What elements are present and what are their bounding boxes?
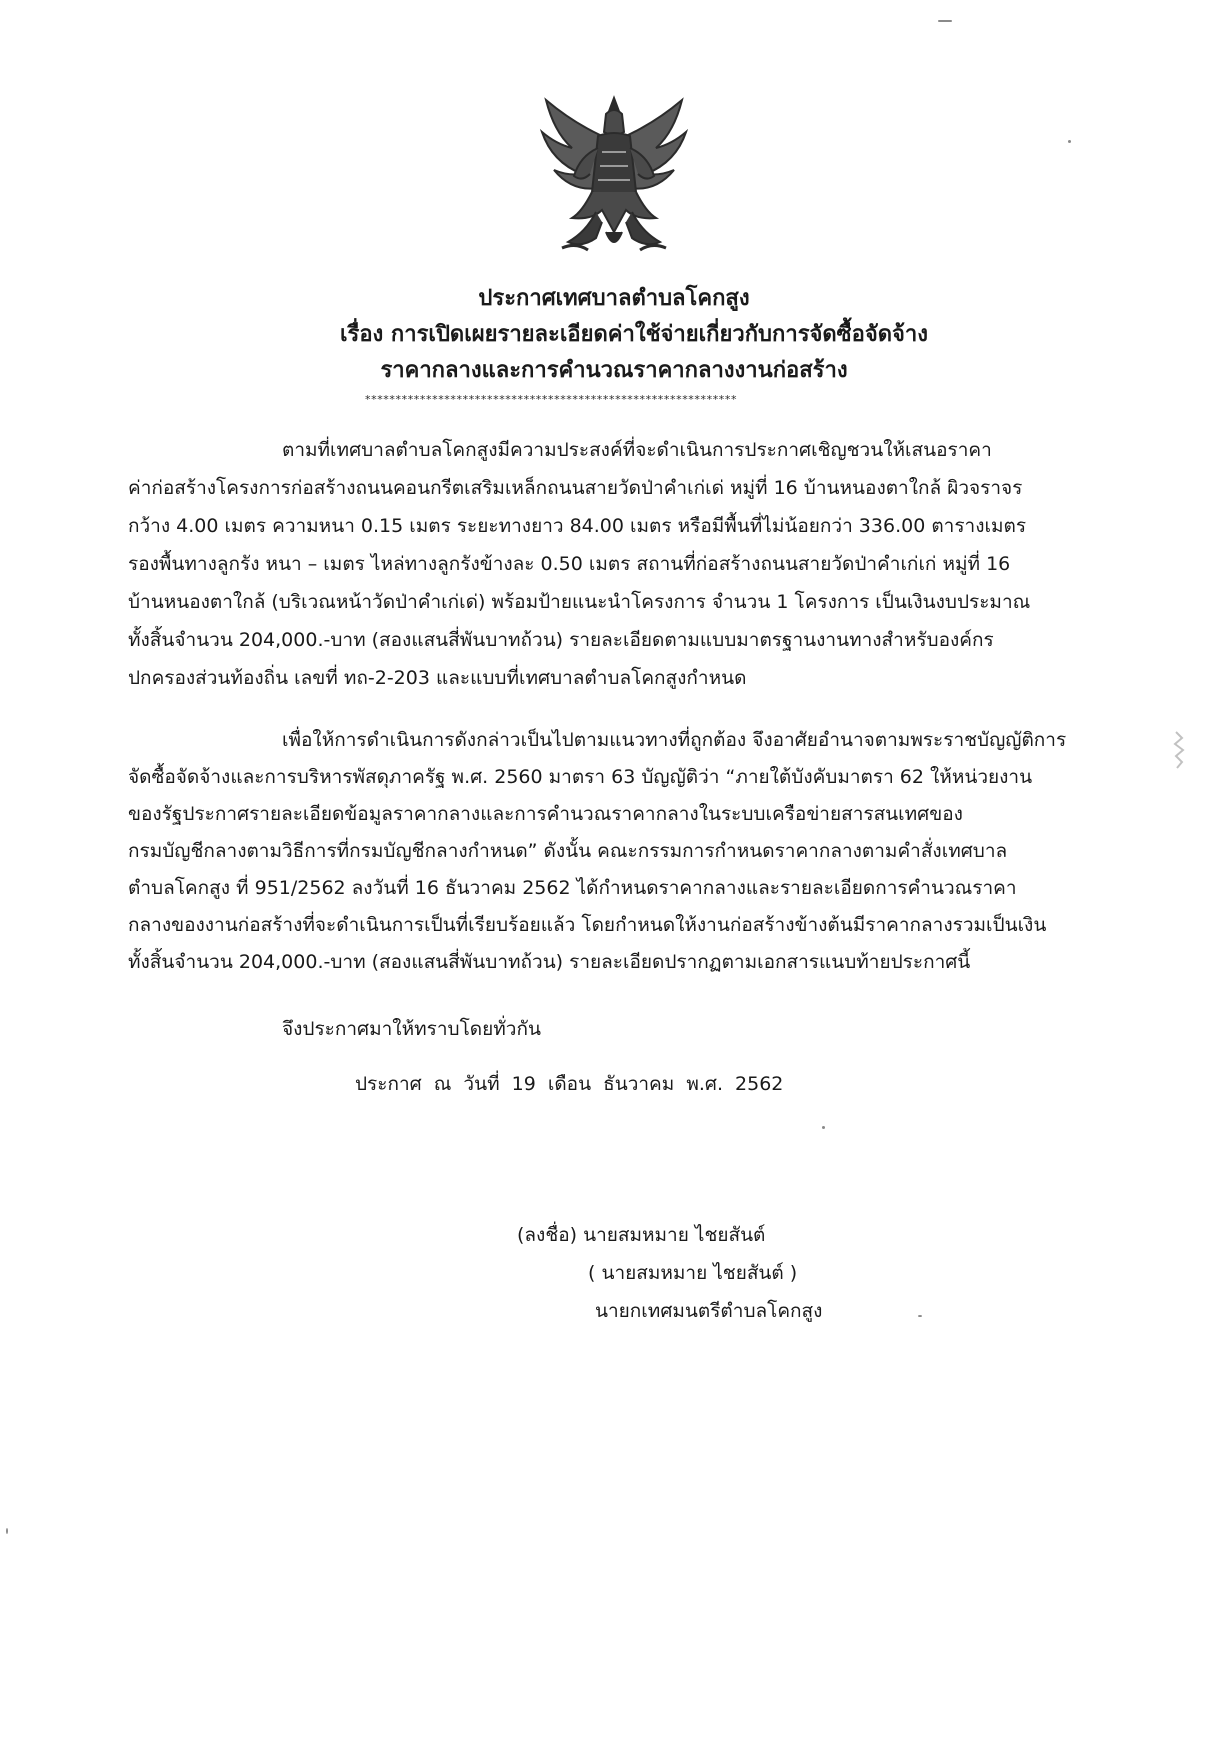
closing-statement: จึงประกาศมาให้ทราบโดยทั่วกัน (282, 1018, 541, 1040)
scan-speck (918, 1315, 922, 1317)
scan-speck (1068, 140, 1071, 143)
paragraph-1-line-7: ปกครองส่วนท้องถิ่น เลขที่ ทถ-2-203 และแบบที่เทศบาลตำบลโคกสูงกำหนด (128, 667, 747, 689)
paragraph-2-line-4: กรมบัญชีกลางตามวิธีการที่กรมบัญชีกลางกำหนด” ดังนั้น คณะกรรมการกำหนดราคากลางตามคำสั่งเทศบาล (128, 840, 1008, 862)
scan-smudge (1172, 730, 1186, 770)
signatory-title: นายกเทศมนตรีตำบลโคกสูง (595, 1300, 823, 1322)
scan-speck (938, 20, 952, 22)
paragraph-1-line-3: กว้าง 4.00 เมตร ความหนา 0.15 เมตร ระยะทางยาว 84.00 เมตร หรือมีพื้นที่ไม่น้อยกว่า 336.00 ตารางเมตร (128, 515, 1027, 537)
paragraph-2-line-7: ทั้งสิ้นจำนวน 204,000.-บาท (สองแสนสี่พันบาทถ้วน) รายละเอียดปรากฏตามเอกสารแนบท้ายประกาศนี้ (128, 951, 971, 973)
paragraph-1-line-4: รองพื้นทางลูกรัง หนา – เมตร ไหล่ทางลูกรังข้างละ 0.50 เมตร สถานที่ก่อสร้างถนนสายวัดป่าคำเก่เก่ หมู่ที่ 16 (128, 553, 1011, 575)
announcement-subject-continued: ราคากลางและการคำนวณราคากลางงานก่อสร้าง (380, 358, 848, 383)
paragraph-2-line-2: จัดซื้อจัดจ้างและการบริหารพัสดุภาครัฐ พ.ศ. 2560 มาตรา 63 บัญญัติว่า “ภายใต้บังคับมาตรา 62 ให้หน่วยงาน (128, 766, 1033, 788)
announcement-subject: เรื่อง การเปิดเผยรายละเอียดค่าใช้จ่ายเกี่ยวกับการจัดซื้อจัดจ้าง (339, 322, 928, 347)
scan-speck (822, 1126, 825, 1129)
paragraph-2-line-1: เพื่อให้การดำเนินการดังกล่าวเป็นไปตามแนวทางที่ถูกต้อง จึงอาศัยอำนาจตามพระราชบัญญัติการ (282, 729, 1067, 751)
paragraph-2-line-6: กลางของงานก่อสร้างที่จะดำเนินการเป็นที่เรียบร้อยแล้ว โดยกำหนดให้งานก่อสร้างข้างต้นมีราคากลางรวมเป็นเงิน (128, 914, 1047, 936)
paragraph-1-line-5: บ้านหนองตาใกล้ (บริเวณหน้าวัดป่าคำเก่เด่) พร้อมป้ายแนะนำโครงการ จำนวน 1 โครงการ เป็นเงินงบประมาณ (128, 591, 1031, 613)
garuda-emblem (532, 92, 696, 260)
scan-speck (6, 1528, 8, 1534)
announcement-title: ประกาศเทศบาลตำบลโคกสูง (478, 286, 750, 311)
paragraph-2-line-5: ตำบลโคกสูง ที่ 951/2562 ลงวันที่ 16 ธันวาคม 2562 ได้กำหนดราคากลางและรายละเอียดการคำนวณราคา (128, 877, 1017, 899)
signature-line: (ลงชื่อ) นายสมหมาย ไชยสันต์ (517, 1224, 766, 1246)
paragraph-2-line-3: ของรัฐประกาศรายละเอียดข้อมูลราคากลางและการคำนวณราคากลางในระบบเครือข่ายสารสนเทศของ (128, 803, 963, 825)
paragraph-1-line-6: ทั้งสิ้นจำนวน 204,000.-บาท (สองแสนสี่พันบาทถ้วน) รายละเอียดตามแบบมาตรฐานงานทางสำหรับองค์กร (128, 629, 994, 651)
signatory-name: ( นายสมหมาย ไชยสันต์ ) (588, 1262, 798, 1284)
paragraph-1-line-2: ค่าก่อสร้างโครงการก่อสร้างถนนคอนกรีตเสริมเหล็กถนนสายวัดป่าคำเก่เด่ หมู่ที่ 16 บ้านหนองตาใกล้ ผิวจราจร (128, 477, 1023, 499)
heading-separator: ************************************************************* (365, 393, 738, 406)
paragraph-1-line-1: ตามที่เทศบาลตำบลโคกสูงมีความประสงค์ที่จะดำเนินการประกาศเชิญชวนให้เสนอราคา (282, 439, 992, 461)
announcement-date: ประกาศ ณ วันที่ 19 เดือน ธันวาคม พ.ศ. 2562 (355, 1073, 784, 1095)
